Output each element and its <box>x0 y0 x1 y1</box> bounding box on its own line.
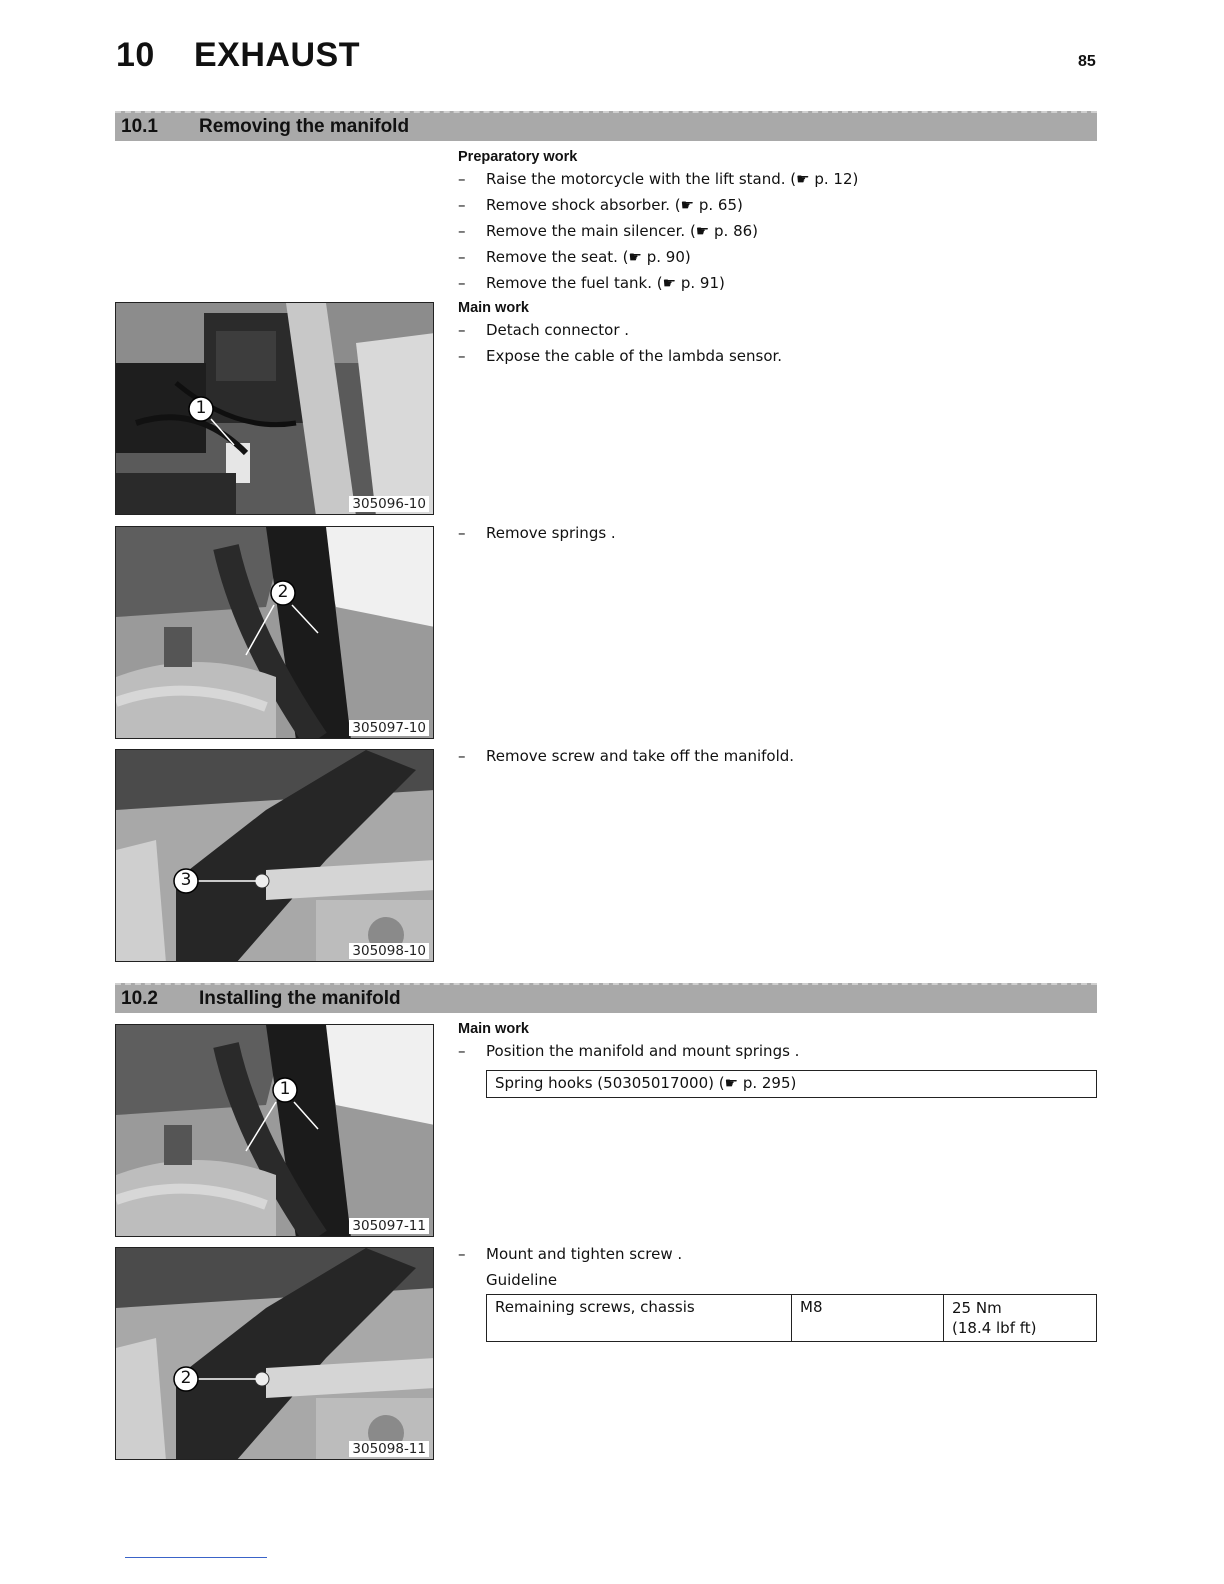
callout-number: 1 <box>195 398 207 418</box>
torque-value: 25 Nm <box>952 1299 1002 1317</box>
section-number: 10.2 <box>121 988 158 1009</box>
photo-springs <box>115 526 434 739</box>
guideline-table <box>486 1294 1097 1342</box>
figure-code: 305098-11 <box>349 1441 429 1457</box>
table-cell <box>944 1295 1096 1341</box>
torque-imperial: (18.4 lbf ft) <box>952 1319 1037 1337</box>
figure-code: 305097-10 <box>349 720 429 736</box>
photo-screw <box>115 749 434 962</box>
footer-link-line <box>125 1557 267 1558</box>
list-item: – Remove the main silencer. (☛ p. 86) <box>458 222 759 240</box>
figure-code: 305098-10 <box>349 943 429 959</box>
main-work-heading: Main work <box>458 1021 529 1037</box>
list-item: – Remove the seat. (☛ p. 90) <box>458 248 691 266</box>
photo-graphic <box>116 1025 434 1237</box>
figure-code: 305096-10 <box>349 496 429 512</box>
photo-graphic <box>116 527 434 739</box>
photo-screw-install <box>115 1247 434 1460</box>
chapter-heading <box>116 36 360 75</box>
list-item: – Position the manifold and mount springs . <box>458 1042 800 1060</box>
list-item: – Mount and tighten screw . <box>458 1245 683 1263</box>
page-number: 85 <box>1078 53 1096 70</box>
callout-number: 2 <box>180 1368 192 1388</box>
list-item: – Detach connector . <box>458 321 630 339</box>
section-header-installing <box>115 983 1097 1013</box>
table-cell: M8 <box>792 1295 944 1341</box>
table-cell: Remaining screws, chassis <box>487 1295 792 1341</box>
callout-number: 3 <box>180 870 192 890</box>
list-item: – Remove the fuel tank. (☛ p. 91) <box>458 274 725 292</box>
section-title: Installing the manifold <box>199 988 401 1009</box>
chapter-number: 10 <box>116 36 155 74</box>
list-item: – Remove screw and take off the manifold. <box>458 747 795 765</box>
guideline-label: Guideline <box>486 1271 558 1289</box>
section-number: 10.1 <box>121 116 158 137</box>
photo-springs-install <box>115 1024 434 1237</box>
preparatory-work-heading: Preparatory work <box>458 149 578 165</box>
section-title: Removing the manifold <box>199 116 410 137</box>
list-item: – Raise the motorcycle with the lift stand. (☛ p. 12) <box>458 170 859 188</box>
photo-connector <box>115 302 434 515</box>
callout-number: 2 <box>277 582 289 602</box>
chapter-title: EXHAUST <box>194 36 360 74</box>
tool-box <box>486 1070 1097 1098</box>
tool-reference: Spring hooks (50305017000) (☛ p. 295) <box>495 1074 797 1092</box>
main-work-heading: Main work <box>458 300 529 316</box>
photo-graphic <box>116 750 434 962</box>
list-item: – Remove shock absorber. (☛ p. 65) <box>458 196 743 214</box>
photo-graphic <box>116 303 434 515</box>
callout-number: 1 <box>279 1079 291 1099</box>
list-item: – Expose the cable of the lambda sensor. <box>458 347 783 365</box>
photo-graphic <box>116 1248 434 1460</box>
figure-code: 305097-11 <box>349 1218 429 1234</box>
list-item: – Remove springs . <box>458 524 616 542</box>
section-header-removing <box>115 111 1097 141</box>
